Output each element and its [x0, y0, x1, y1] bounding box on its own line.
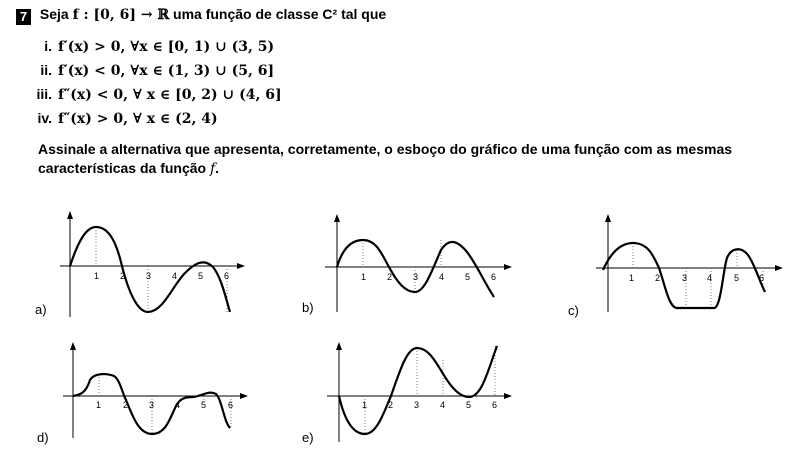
instruction — [38, 140, 808, 179]
class-text: uma função de classe C² tal que — [173, 6, 387, 22]
tick-3: 3 — [413, 272, 419, 282]
instruction-text: Assinale a alternativa que apresenta, corretamente, o esboço do gráfico de uma função com as mesmas características da função — [38, 141, 733, 176]
tick-1: 1 — [361, 272, 367, 282]
graph-a — [55, 205, 245, 317]
condition-roman: iii. — [36, 86, 52, 102]
graph-b — [322, 210, 512, 312]
tick-6: 6 — [224, 271, 230, 281]
tick-5: 5 — [201, 400, 207, 410]
option-label-c[interactable]: c) — [568, 303, 579, 318]
question-lead: Seja — [39, 6, 69, 22]
tick-4: 4 — [172, 271, 178, 281]
condition-iii — [30, 86, 282, 103]
tick-2: 2 — [388, 400, 394, 410]
graph-d — [58, 340, 248, 438]
tick-2: 2 — [123, 400, 129, 410]
condition-expr: f′(x) > 0, ∀x ∈ [0, 1) ∪ (3, 5) — [58, 39, 275, 55]
tick-3: 3 — [682, 273, 688, 283]
tick-5: 5 — [465, 272, 471, 282]
tick-1: 1 — [94, 271, 100, 281]
option-label-b[interactable]: b) — [302, 300, 314, 315]
condition-expr: f″(x) > 0, ∀ x ∈ (2, 4) — [58, 111, 218, 127]
function-signature: f : [0, 6] → ℝ — [72, 7, 170, 23]
tick-6: 6 — [492, 400, 498, 410]
tick-4: 4 — [707, 273, 713, 283]
tick-6: 6 — [759, 273, 765, 283]
graph-c — [593, 210, 783, 312]
condition-expr: f″(x) < 0, ∀ x ∈ [0, 2) ∪ (4, 6] — [58, 87, 282, 103]
tick-1: 1 — [96, 400, 102, 410]
condition-i — [30, 38, 274, 55]
instruction-var: f — [209, 161, 216, 177]
tick-5: 5 — [466, 400, 472, 410]
condition-expr: f′(x) < 0, ∀x ∈ (1, 3) ∪ (5, 6] — [58, 63, 275, 79]
tick-3: 3 — [146, 271, 152, 281]
condition-roman: i. — [44, 38, 52, 54]
option-label-d[interactable]: d) — [37, 430, 49, 445]
tick-2: 2 — [387, 272, 393, 282]
condition-roman: ii. — [40, 62, 52, 78]
tick-5: 5 — [734, 273, 740, 283]
tick-6: 6 — [228, 400, 234, 410]
tick-2: 2 — [120, 271, 126, 281]
tick-4: 4 — [439, 272, 445, 282]
tick-3: 3 — [414, 400, 420, 410]
tick-4: 4 — [440, 400, 446, 410]
condition-roman: iv. — [37, 110, 52, 126]
tick-2: 2 — [655, 273, 661, 283]
tick-6: 6 — [491, 272, 497, 282]
option-label-e[interactable]: e) — [302, 430, 314, 445]
question-header — [16, 6, 386, 25]
tick-1: 1 — [362, 400, 368, 410]
condition-iv — [30, 110, 218, 127]
tick-5: 5 — [198, 271, 204, 281]
tick-1: 1 — [629, 273, 635, 283]
condition-ii — [30, 62, 274, 79]
option-label-a[interactable]: a) — [35, 302, 47, 317]
tick-4: 4 — [175, 400, 181, 410]
tick-3: 3 — [149, 400, 155, 410]
instruction-end: . — [215, 160, 220, 176]
question-number: 7 — [16, 9, 31, 25]
graph-e — [322, 340, 512, 442]
